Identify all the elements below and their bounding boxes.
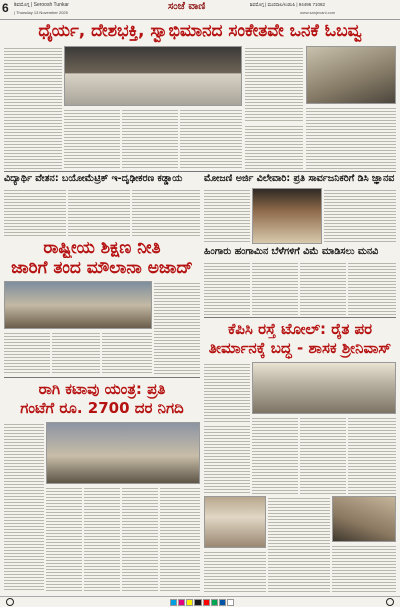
article-column (122, 108, 178, 170)
article-column (245, 124, 303, 170)
article-column (52, 331, 100, 375)
color-swatch (178, 599, 185, 606)
article-column (332, 544, 396, 592)
article-column (204, 188, 250, 244)
article-column (154, 281, 200, 375)
headline-toll-line1: ಕೆಪಿಸಿ ರಸ್ತೆ ಟೋಲ್: ರೈತ ಪರ (227, 320, 373, 338)
article-column (268, 496, 330, 592)
sub-heading-scholarship: ವಿದ್ಯಾರ್ಥಿ ವೇತನ: ಬಯೋಮೆಟ್ರಿಕ್ ಇ-ದೃಢೀಕರಣ ಕಡ್ಡಾಯ (4, 173, 183, 184)
divider (204, 317, 396, 318)
masthead-right-line2: www.sanjevani.com (300, 10, 336, 15)
local-news-photo (204, 496, 266, 548)
masthead-left-line2: | Thursday 13 November 2025 (14, 10, 68, 15)
article-column (132, 188, 200, 236)
print-color-strip (0, 596, 400, 607)
article-column (4, 422, 44, 592)
headline-education-policy-line2: ಜಾರಿಗೆ ತಂದ ಮೌಲಾನಾ ಅಜಾದ್ (11, 258, 193, 278)
event-photo (306, 46, 396, 104)
article-column (204, 550, 266, 592)
article-column (4, 188, 66, 236)
officials-photo (252, 188, 322, 244)
portrait-photo (332, 496, 396, 542)
sub-heading-survey: ಮೋಜಣಿ ಅರ್ಜಿ ವಿಲೇವಾರಿ: ಪ್ರತಿ ಸಾರ್ವಜನಿಕರಿಗೆ ಡಿಸಿ ಜ್ಞಾನವ (204, 173, 395, 184)
article-column (180, 108, 242, 170)
color-swatch (219, 599, 226, 606)
registration-mark-icon (386, 598, 394, 606)
article-column (204, 424, 250, 494)
color-swatches (170, 599, 234, 606)
article-column (324, 188, 396, 244)
masthead-right-line1: ಶಿವಮೊಗ್ಗ | ಮಣಿಪಾಲ/ಉಡುಪಿ | 94496 71082 (250, 2, 326, 7)
main-headline: ಧೈರ್ಯ, ದೇಶಭಕ್ತಿ, ಸ್ವಾಭಿಮಾನದ ಸಂಕೇತವೇ ಒನಕೆ ಓಬವ್ವ (38, 21, 362, 41)
newspaper-logo: ಸಂಜೆ ವಾಣಿ (168, 1, 206, 12)
headline-toll-line2: ತೀರ್ಮಾನಕ್ಕೆ ಬದ್ಧ - ಶಾಸಕ ಶ್ರೀನಿವಾಸ್ (208, 339, 392, 357)
ceremony-photo (64, 46, 242, 106)
headline-ragi-line1: ರಾಗಿ ಕಟಾವು ಯಂತ್ರ: ಪ್ರತಿ (38, 380, 166, 398)
color-swatch (194, 599, 201, 606)
article-column (204, 261, 250, 315)
article-column (300, 261, 346, 315)
color-swatch (211, 599, 218, 606)
article-column (68, 188, 130, 236)
article-column (4, 331, 50, 375)
article-column (4, 46, 62, 170)
article-column (252, 261, 298, 315)
registration-mark-icon (6, 598, 14, 606)
article-column (84, 486, 120, 592)
color-swatch (170, 599, 177, 606)
article-column (300, 416, 346, 494)
azad-event-photo (4, 281, 152, 329)
ragi-meeting-photo (46, 422, 200, 484)
page-number: 6 (2, 1, 9, 15)
masthead-left-line1: ಶಿವಮೊಗ್ಗ | Seroosh Tunkar (14, 2, 69, 8)
article-column (348, 416, 396, 494)
article-column (245, 46, 303, 122)
meeting-photo (252, 362, 396, 414)
article-column (160, 486, 200, 592)
article-column (46, 486, 82, 592)
divider (4, 171, 396, 172)
color-swatch (227, 599, 234, 606)
article-column (204, 362, 250, 422)
sub-heading-crop-insurance: ಹಿಂಗಾರು ಹಂಗಾಮಿನ ಬೆಳೆಗಳಿಗೆ ವಿಮೆ ಮಾಡಿಸಲು ಮನವಿ (204, 246, 379, 257)
article-column (252, 416, 298, 494)
divider (4, 377, 200, 378)
color-swatch (203, 599, 210, 606)
article-column (102, 331, 152, 375)
headline-ragi-line2: ಗಂಟೆಗೆ ರೂ. 2700 ದರ ನಿಗದಿ (20, 399, 184, 417)
article-column (306, 106, 396, 170)
article-column (122, 486, 158, 592)
masthead (0, 0, 400, 20)
color-swatch (186, 599, 193, 606)
article-column (348, 261, 396, 315)
headline-education-policy-line1: ರಾಷ್ಟ್ರೀಯ ಶಿಕ್ಷಣ ನೀತಿ (43, 238, 161, 258)
article-column (64, 108, 120, 170)
